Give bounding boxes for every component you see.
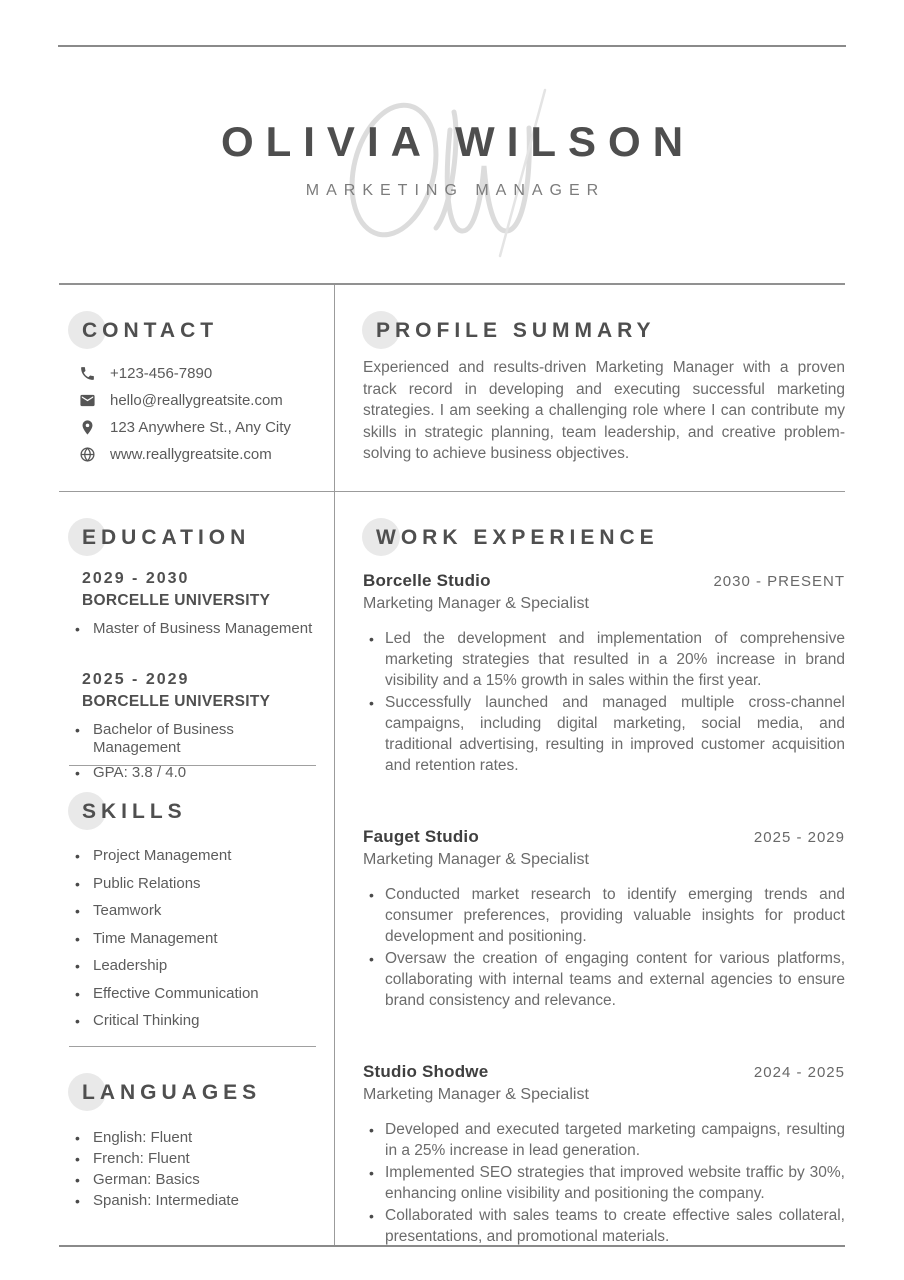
education-years: 2025 - 2029 xyxy=(82,671,190,688)
language-item: • Spanish: Intermediate xyxy=(69,1192,316,1210)
language-item: • French: Fluent xyxy=(69,1150,316,1168)
phone-icon xyxy=(79,365,96,382)
contact-item-phone xyxy=(79,365,316,382)
monogram-watermark xyxy=(332,78,564,260)
education-years: 2029 - 2030 xyxy=(82,570,190,587)
work-entry xyxy=(363,1062,845,1247)
education-detail: • GPA: 3.8 / 4.0 xyxy=(69,764,316,782)
person-title: MARKETING MANAGER xyxy=(305,182,606,199)
company-name: Fauget Studio xyxy=(363,827,479,846)
work-entry-header xyxy=(363,1062,845,1082)
contact-item-address xyxy=(79,419,316,436)
location-icon xyxy=(79,419,96,436)
section-title-contact: CONTACT xyxy=(82,319,218,343)
education-section xyxy=(69,492,316,781)
row-contact-profile xyxy=(59,285,845,492)
work-entry xyxy=(363,571,845,776)
work-bullet-list xyxy=(363,884,845,1011)
education-entry xyxy=(82,570,316,638)
work-bullet: • Successfully launched and managed multiple cross-channel campaigns, including digital marketing, social media, and traditional advertising, resulting in improved customer acquisition and retention rates. xyxy=(363,692,845,776)
languages-section xyxy=(69,1047,316,1243)
contact-email-text: hello@reallygreatsite.com xyxy=(110,392,283,409)
education-detail: • Bachelor of Business Management xyxy=(69,721,316,757)
skill-item: • Critical Thinking xyxy=(69,1012,316,1030)
row-education-work xyxy=(59,492,845,1245)
education-entry xyxy=(82,671,316,782)
work-entry-header xyxy=(363,571,845,591)
work-experience-section xyxy=(335,492,845,1245)
skill-item: • Effective Communication xyxy=(69,985,316,1003)
work-bullet-list xyxy=(363,628,845,776)
contact-phone-text: +123-456-7890 xyxy=(110,365,213,382)
globe-icon xyxy=(79,446,96,463)
contact-address-text: 123 Anywhere St., Any City xyxy=(110,419,291,436)
job-title: Marketing Manager & Specialist xyxy=(363,851,589,868)
contact-item-email xyxy=(79,392,316,409)
education-details xyxy=(69,620,316,638)
work-bullet: • Implemented SEO strategies that improved website traffic by 30%, enhancing online visibility and positioning the company. xyxy=(363,1162,845,1204)
skill-item: • Teamwork xyxy=(69,902,316,920)
left-column xyxy=(59,492,335,1245)
work-bullet: • Led the development and implementation of comprehensive marketing strategies that resulted in a 20% increase in brand visibility and a 15% growth in sales within the first year. xyxy=(363,628,845,691)
job-title: Marketing Manager & Specialist xyxy=(363,595,589,612)
employment-dates: 2025 - 2029 xyxy=(753,829,845,846)
language-item: • German: Basics xyxy=(69,1171,316,1189)
work-entry-header xyxy=(363,827,845,847)
contact-website-text: www.reallygreatsite.com xyxy=(110,446,272,463)
section-title-education: EDUCATION xyxy=(82,526,250,550)
skill-item: • Public Relations xyxy=(69,875,316,893)
contact-item-website xyxy=(79,446,316,463)
skill-item: • Time Management xyxy=(69,930,316,948)
email-icon xyxy=(79,392,96,409)
employment-dates: 2030 - PRESENT xyxy=(713,573,845,590)
profile-summary-section xyxy=(335,285,845,491)
work-bullet: • Conducted market research to identify emerging trends and consumer preferences, providing valuable insights for product development and positioning. xyxy=(363,884,845,947)
skills-list xyxy=(69,847,316,1030)
education-school: BORCELLE UNIVERSITY xyxy=(82,592,271,609)
education-details xyxy=(69,721,316,782)
job-title: Marketing Manager & Specialist xyxy=(363,1086,589,1103)
profile-summary-text: Experienced and results-driven Marketing Manager with a proven track record in developing and executing successful marketing strategies. I am seeking a challenging role where I can contribute my skills in strategic planning, team leadership, and creative problem-solving to achieve business objectives. xyxy=(363,359,845,462)
top-rule xyxy=(58,45,846,47)
education-school: BORCELLE UNIVERSITY xyxy=(82,693,271,710)
section-title-languages: LANGUAGES xyxy=(82,1081,261,1105)
contact-section xyxy=(59,285,335,491)
company-name: Studio Shodwe xyxy=(363,1062,489,1081)
skills-section xyxy=(69,766,316,1047)
language-item: • English: Fluent xyxy=(69,1129,316,1147)
work-bullet: • Oversaw the creation of engaging content for various platforms, collaborating with internal teams and external agencies to ensure brand consistency and relevance. xyxy=(363,948,845,1011)
section-title-skills: SKILLS xyxy=(82,800,187,824)
company-name: Borcelle Studio xyxy=(363,571,491,590)
work-entry xyxy=(363,827,845,1011)
resume-body-grid xyxy=(59,283,845,1247)
work-bullet: • Collaborated with sales teams to create effective sales collateral, presentations, and promotional materials. xyxy=(363,1205,845,1247)
languages-list xyxy=(69,1129,316,1210)
resume-header xyxy=(0,0,904,283)
skill-item: • Leadership xyxy=(69,957,316,975)
work-bullet: • Developed and executed targeted marketing campaigns, resulting in a 25% increase in lead generation. xyxy=(363,1119,845,1161)
section-title-profile-summary: PROFILE SUMMARY xyxy=(376,319,656,343)
contact-list xyxy=(79,365,316,463)
work-experience-list xyxy=(363,571,845,1247)
skill-item: • Project Management xyxy=(69,847,316,865)
education-detail: • Master of Business Management xyxy=(69,620,316,638)
person-name: OLIVIA WILSON xyxy=(220,118,696,165)
section-title-work-experience: WORK EXPERIENCE xyxy=(376,526,659,550)
work-bullet-list xyxy=(363,1119,845,1247)
employment-dates: 2024 - 2025 xyxy=(753,1064,845,1081)
